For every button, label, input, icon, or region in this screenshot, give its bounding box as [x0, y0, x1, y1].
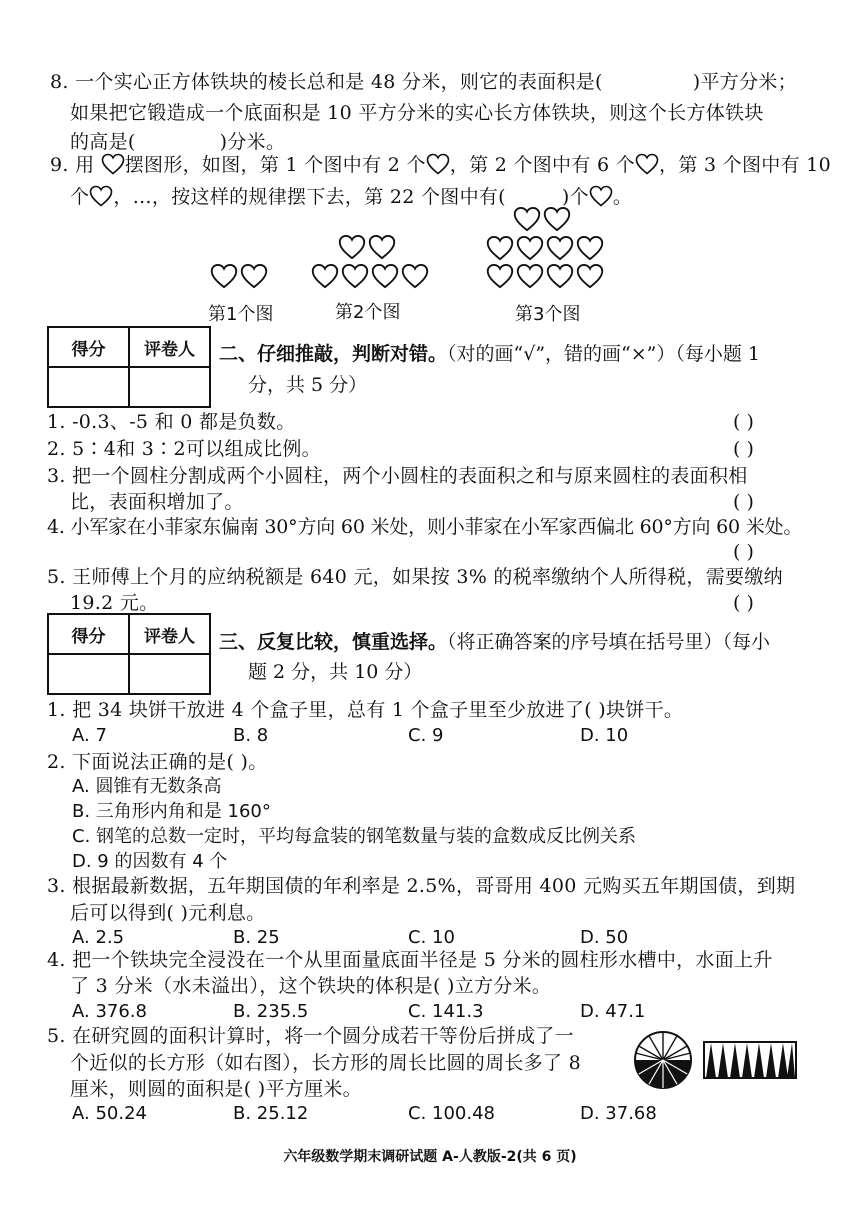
grader-header: 评卷人 [129, 614, 210, 654]
heart-icon [488, 237, 513, 259]
heart-icon [373, 265, 398, 287]
q4-option-d[interactable]: D. 47.1 [580, 1001, 646, 1022]
q1-option-a[interactable]: A. 7 [72, 725, 107, 746]
figure-1-hearts [212, 265, 267, 287]
judge-item-5-line1: 5. 王师傅上个月的应纳税额是 640 元，如果按 3% 的税率缴纳个人所得税，需要缴纳 [47, 566, 783, 588]
divided-circle-figure [628, 1030, 698, 1090]
score-cell[interactable] [48, 367, 129, 407]
heart-icon [518, 265, 543, 287]
q4-option-a[interactable]: A. 376.8 [72, 1001, 147, 1022]
q9-text-a: 9. 用 [50, 154, 95, 176]
q5-option-c[interactable]: C. 100.48 [408, 1103, 495, 1124]
heart-icon [635, 153, 659, 175]
heart-pattern-figures [200, 203, 620, 293]
judge-answer-3[interactable]: ( ) [733, 491, 754, 513]
q8-line2: 如果把它锻造成一个底面积是 10 平方分米的实心长方体铁块，则这个长方体铁块 [70, 102, 764, 124]
q3-option-a[interactable]: A. 2.5 [72, 927, 125, 948]
judge-item-4: 4. 小军家在小菲家东偏南 30°方向 60 米处，则小菲家在小军家西偏北 60°方向 60 米处。 [47, 516, 803, 538]
section2-title-line2: 分，共 5 分） [248, 374, 368, 396]
section2-title: 二、仔细推敲，判断对错。 [219, 343, 448, 365]
heart-icon [370, 236, 395, 258]
judge-answer-2[interactable]: ( ) [733, 438, 754, 460]
score-box-section3 [47, 613, 211, 695]
judge-item-5-line2: 19.2 元。 [70, 592, 159, 614]
q5-option-d[interactable]: D. 37.68 [580, 1103, 657, 1124]
section2-title-line1 [219, 341, 760, 367]
heart-icon [488, 265, 513, 287]
figure-2-label: 第2个图 [335, 302, 401, 323]
q9-text-c: ，第 2 个图中有 6 个 [449, 154, 636, 176]
q9-text-g: )个 [561, 186, 589, 208]
choice-q2: 2. 下面说法正确的是( )。 [47, 751, 268, 773]
heart-icon [242, 265, 267, 287]
heart-icon [101, 153, 125, 175]
section3-title: 三、反复比较，慎重选择。 [219, 631, 448, 653]
q1-option-b[interactable]: B. 8 [233, 725, 269, 746]
grader-header: 评卷人 [129, 327, 210, 367]
q8-text-a: 8. 一个实心正方体铁块的棱长总和是 48 分米，则它的表面积是( [50, 71, 603, 93]
q3-option-d[interactable]: D. 50 [580, 927, 629, 948]
q9-text-e: 个 [70, 186, 90, 208]
figure-3-label: 第3个图 [515, 304, 581, 325]
q5-option-a[interactable]: A. 50.24 [72, 1103, 147, 1124]
judge-answer-1[interactable]: ( ) [733, 411, 754, 433]
heart-icon [340, 236, 365, 258]
judge-answer-4[interactable]: ( ) [733, 541, 754, 563]
choice-q3-line1: 3. 根据最新数据，五年期国债的年利率是 2.5%，哥哥用 400 元购买五年期国债，到期 [47, 875, 796, 897]
q2-option-d[interactable]: D. 9 的因数有 4 个 [72, 851, 228, 872]
score-box-section2 [47, 326, 211, 408]
section3-title-line1 [219, 629, 770, 655]
section3-title-line2: 题 2 分，共 10 分） [248, 661, 423, 683]
heart-icon [426, 153, 450, 175]
heart-icon [545, 208, 570, 230]
q4-option-b[interactable]: B. 235.5 [233, 1001, 309, 1022]
heart-icon [578, 265, 603, 287]
q4-option-c[interactable]: C. 141.3 [408, 1001, 484, 1022]
q9-text-d: ，第 3 个图中有 10 [659, 154, 831, 176]
score-header: 得分 [48, 327, 129, 367]
choice-q5-line2: 个近似的长方形（如右图），长方形的周长比圆的周长多了 8 [70, 1052, 582, 1074]
heart-icon [403, 265, 428, 287]
q3-option-c[interactable]: C. 10 [408, 927, 455, 948]
heart-icon [313, 265, 338, 287]
page-footer: 六年级数学期末调研试题 A-人教版-2(共 6 页) [283, 1149, 577, 1165]
figure-3-hearts [488, 208, 603, 287]
judge-answer-5[interactable]: ( ) [733, 592, 754, 614]
q9-line1 [50, 153, 831, 177]
q2-option-b[interactable]: B. 三角形内角和是 160° [72, 801, 271, 822]
heart-icon [578, 237, 603, 259]
choice-q5-line3: 厘米，则圆的面积是( )平方厘米。 [70, 1078, 362, 1100]
choice-q1: 1. 把 34 块饼干放进 4 个盒子里，总有 1 个盒子里至少放进了( )块饼干。 [47, 699, 684, 721]
score-header: 得分 [48, 614, 129, 654]
q3-option-b[interactable]: B. 25 [233, 927, 280, 948]
q8-text-d: )分米。 [219, 131, 286, 153]
q5-option-b[interactable]: B. 25.12 [233, 1103, 309, 1124]
q1-option-c[interactable]: C. 9 [408, 725, 444, 746]
choice-q5-line1: 5. 在研究圆的面积计算时，将一个圆分成若干等份后拼成了一 [47, 1025, 574, 1047]
q1-option-d[interactable]: D. 10 [580, 725, 629, 746]
judge-item-3-line1: 3. 把一个圆柱分割成两个小圆柱，两个小圆柱的表面积之和与原来圆柱的表面积相 [47, 465, 748, 487]
heart-icon [343, 265, 368, 287]
judge-item-3-line2: 比，表面积增加了。 [70, 491, 244, 513]
choice-q3-line2: 后可以得到( )元利息。 [70, 902, 266, 924]
q2-option-c[interactable]: C. 钢笔的总数一定时，平均每盒装的钢笔数量与装的盒数成反比例关系 [72, 826, 637, 847]
grader-cell[interactable] [129, 367, 210, 407]
score-cell[interactable] [48, 654, 129, 694]
choice-q4-line2: 了 3 分米（水未溢出），这个铁块的体积是( )立方分米。 [70, 975, 552, 997]
q8-line1 [50, 70, 797, 94]
q8-line3 [70, 130, 285, 154]
section3-instructions: （将正确答案的序号填在括号里）（每小 [447, 631, 771, 653]
q9-text-h: 。 [612, 186, 633, 208]
q8-text-c: 的高是( [70, 131, 136, 153]
figure-2-hearts [313, 236, 428, 287]
grader-cell[interactable] [129, 654, 210, 694]
judge-item-2: 2. 5∶4和 3∶2可以组成比例。 [47, 438, 321, 460]
approx-rectangle-figure [702, 1039, 798, 1081]
q8-text-b: )平方分米； [692, 71, 797, 93]
section2-instructions: （对的画“√”，错的画“×”）（每小题 1 [447, 343, 761, 365]
heart-icon [515, 208, 540, 230]
q2-option-a[interactable]: A. 圆锥有无数条高 [72, 776, 222, 797]
q9-text-f: ，…，按这样的规律摆下去，第 22 个图中有( [113, 186, 506, 208]
heart-icon [89, 185, 113, 207]
choice-q4-line1: 4. 把一个铁块完全浸没在一个从里面量底面半径是 5 分米的圆柱形水槽中，水面上升 [47, 949, 773, 971]
judge-item-1: 1. -0.3、-5 和 0 都是负数。 [47, 411, 296, 433]
q9-text-b: 摆图形，如图，第 1 个图中有 2 个 [124, 154, 426, 176]
heart-icon [212, 265, 237, 287]
heart-icon [518, 237, 543, 259]
heart-icon [548, 265, 573, 287]
heart-icon [548, 237, 573, 259]
figure-1-label: 第1个图 [208, 304, 274, 325]
